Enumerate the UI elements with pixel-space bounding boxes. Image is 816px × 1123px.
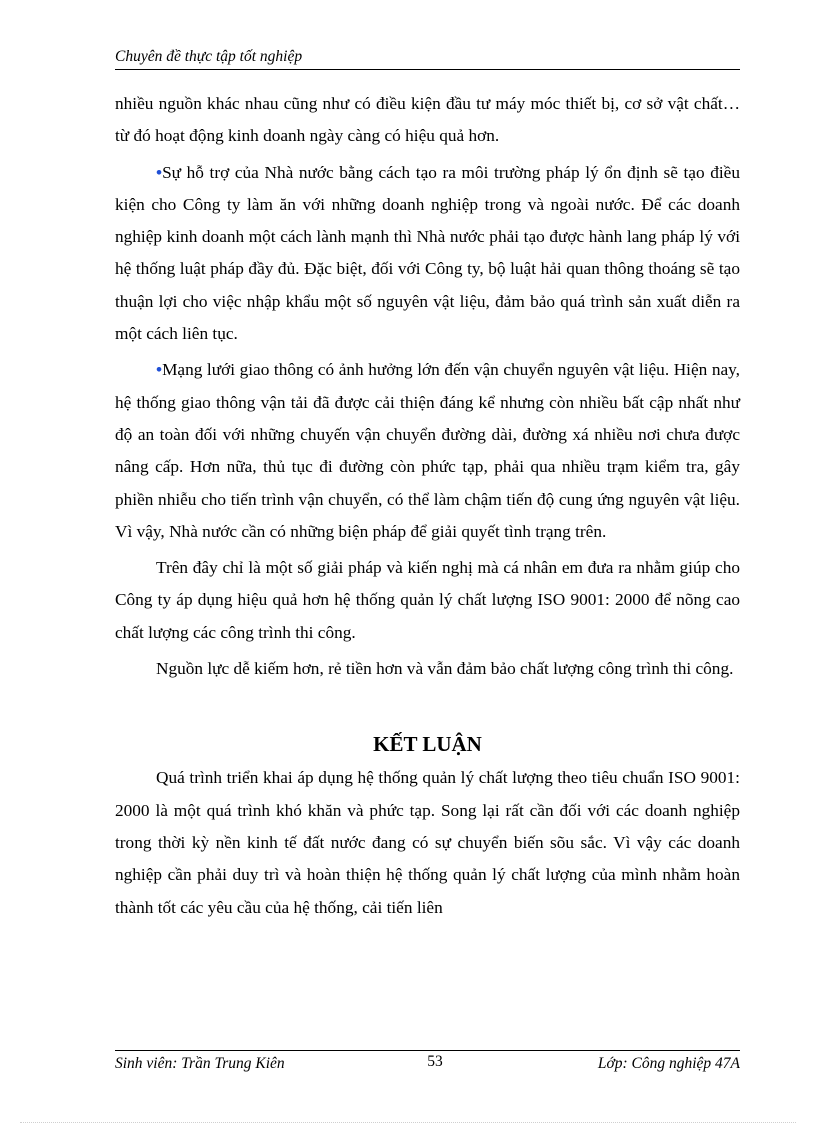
footer-page-number: 53 xyxy=(427,1053,443,1070)
page-footer xyxy=(115,1055,740,1077)
paragraph-1: nhiều nguồn khác nhau cũng như có điều kiện đầu tư máy móc thiết bị, cơ sở vật chất… từ đó hoạt động kinh doanh ngày càng có hiệu quả hơn. xyxy=(115,94,740,146)
footer-divider xyxy=(115,1050,740,1051)
paragraph-5: Nguồn lực dễ kiếm hơn, rẻ tiền hơn và vẫn đảm bảo chất lượng công trình thi công. xyxy=(156,659,734,679)
footer-student: Sinh viên: Trần Trung Kiên xyxy=(115,1055,285,1072)
section-heading: KẾT LUẬN xyxy=(373,732,482,757)
paragraph-4: Trên đây chỉ là một số giải pháp và kiến nghị mà cá nhân em đưa ra nhằm giúp cho Công ty áp dụng hiệu quả hơn hệ thống quản lý chất lượng ISO 9001: 2000 để nõng cao chất lượng các công trình thi công. xyxy=(115,558,740,642)
paragraph-3 xyxy=(115,354,740,548)
paragraph-2 xyxy=(115,157,740,351)
document-body xyxy=(115,88,740,928)
header-divider xyxy=(115,69,740,70)
paragraph-6: Quá trình triển khai áp dụng hệ thống quản lý chất lượng theo tiêu chuẩn ISO 9001: 2000 là một quá trình khó khăn và phức tạp. Song lại rất cần đối với các doanh nghiệp trong thời kỳ nền kinh tế đất nước đang có sự chuyển biến sõu sắc. Vì vậy các doanh nghiệp cần phải duy trì và hoàn thiện hệ thống quản lý chất lượng của mình nhằm hoàn thành tốt các yêu cầu của hệ thống, cải tiến liên xyxy=(115,768,740,917)
bullet-icon: • xyxy=(156,360,163,380)
footer-class: Lớp: Công nghiệp 47A xyxy=(597,1055,740,1072)
paragraph-3-text: Mạng lưới giao thông có ảnh hưởng lớn đến vận chuyển nguyên vật liệu. Hiện nay, hệ thống giao thông vận tải đã được cải thiện đáng kể nhưng còn nhiều bất cập nhất như độ an toàn đối với những chuyến vận chuyển đường dài, đường xá nhiều nơi chưa được nâng cấp. Hơn nữa, thủ tục đi đường còn phức tạp, phải qua nhiều trạm kiểm tra, gây phiền nhiễu cho tiến trình vận chuyển, có thể làm chậm tiến độ cung ứng nguyên vật liệu. Vì vậy, Nhà nước cần có những biện pháp để giải quyết tình trạng trên. xyxy=(115,360,740,541)
page-header-title: Chuyên đề thực tập tốt nghiệp xyxy=(115,48,303,65)
bullet-icon: • xyxy=(156,162,163,182)
paragraph-2-text: Sự hỗ trợ của Nhà nước bằng cách tạo ra môi trường pháp lý ổn định sẽ tạo điều kiện cho Công ty làm ăn với những doanh nghiệp trong và ngoài nước. Để các doanh nghiệp kinh doanh một cách lành mạnh thì Nhà nước phải tạo được hành lang pháp lý với hệ thống luật pháp đầy đủ. Đặc biệt, đối với Công ty, bộ luật hải quan thông thoáng sẽ tạo thuận lợi cho việc nhập khẩu một số nguyên vật liệu, đảm bảo quá trình sản xuất diễn ra một cách liên tục. xyxy=(115,162,740,344)
